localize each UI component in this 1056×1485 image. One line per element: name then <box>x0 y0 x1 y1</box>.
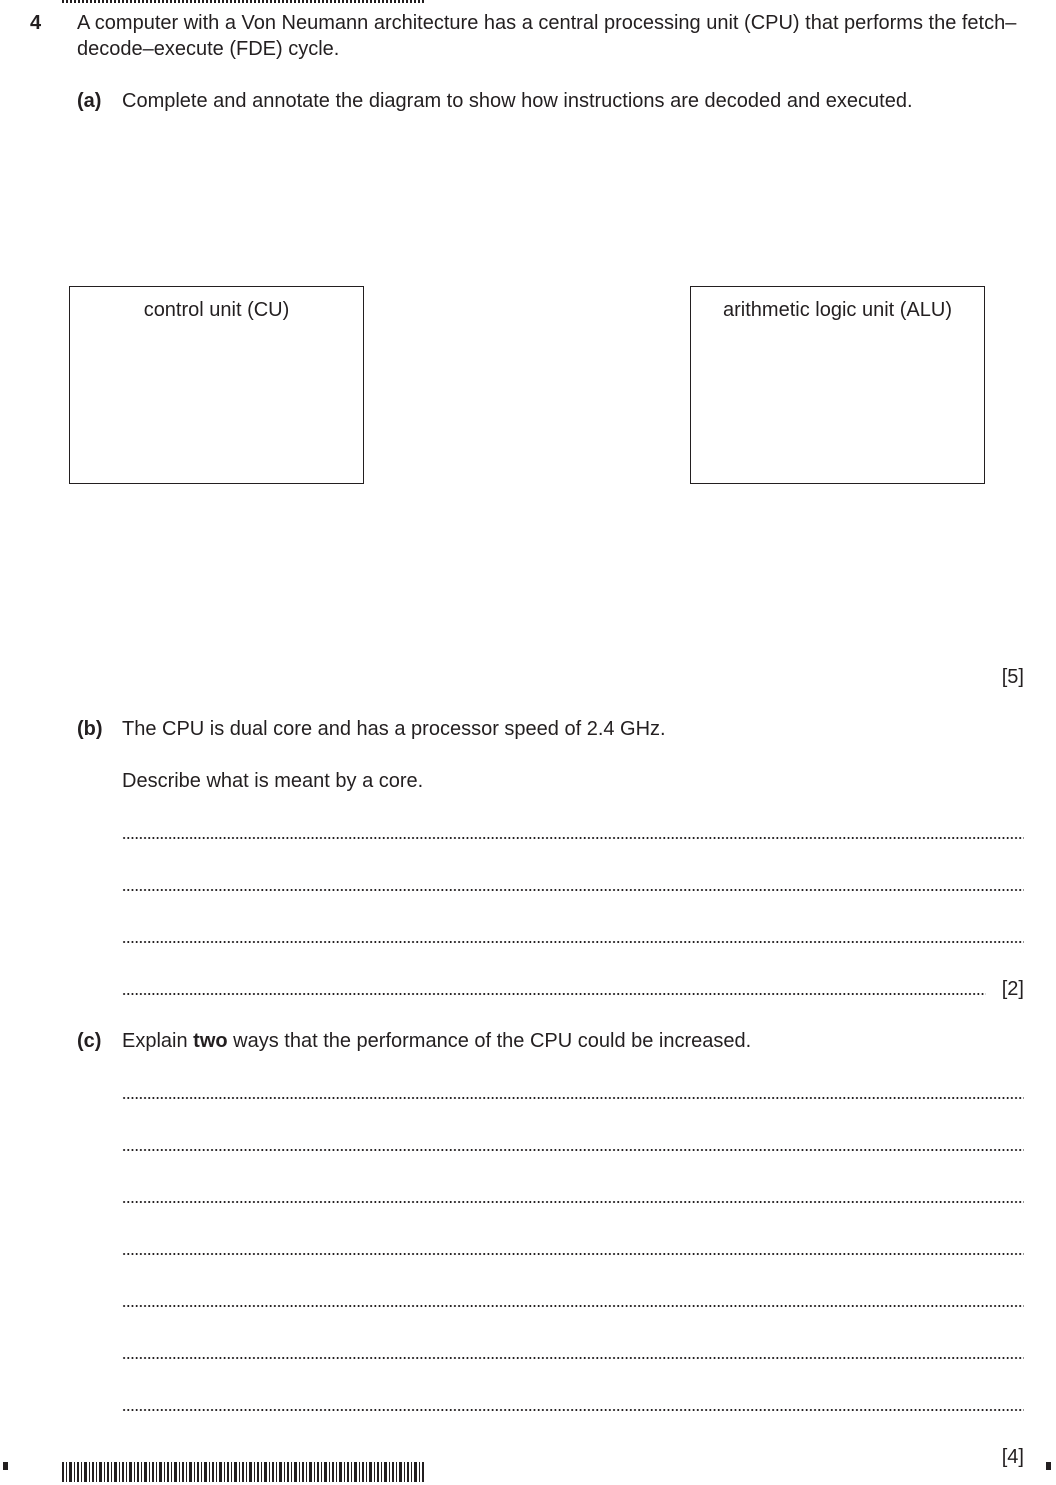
answer-line[interactable] <box>122 1356 1024 1360</box>
answer-line[interactable] <box>122 1304 1024 1308</box>
answer-line[interactable] <box>122 1252 1024 1256</box>
question-number: 4 <box>30 12 42 34</box>
control-unit-box[interactable] <box>69 286 364 484</box>
barcode <box>62 1462 424 1482</box>
control-unit-label: control unit (CU) <box>143 299 290 321</box>
part-b-text: The CPU is dual core and has a processor speed of 2.4 GHz. <box>122 718 666 740</box>
answer-line[interactable] <box>122 836 1024 840</box>
registration-mark-right <box>1046 1462 1051 1470</box>
answer-line[interactable] <box>122 888 1024 892</box>
answer-line[interactable] <box>122 940 1024 944</box>
part-c-marks: [4] <box>1001 1446 1024 1468</box>
part-a-text: Complete and annotate the diagram to show how instructions are decoded and executed. <box>122 90 913 112</box>
answer-line[interactable] <box>122 1096 1024 1100</box>
part-c-text <box>122 1028 1027 1054</box>
alu-label: arithmetic logic unit (ALU) <box>723 299 952 321</box>
part-c-emphasis: two <box>193 1030 228 1052</box>
part-b-marks: [2] <box>1001 978 1024 1000</box>
part-c-text-end: ways that the performance of the CPU could be increased. <box>227 1030 752 1052</box>
part-c-label: (c) <box>77 1030 102 1052</box>
header-barcode-strip <box>62 0 424 3</box>
question-stem: A computer with a Von Neumann architecture has a central processing unit (CPU) that performs the fetch–decode–execute (FDE) cycle. <box>77 12 1017 60</box>
part-a-marks: [5] <box>1001 666 1024 688</box>
part-b-label: (b) <box>77 718 103 740</box>
part-a-label: (a) <box>77 90 102 112</box>
answer-line[interactable] <box>122 1200 1024 1204</box>
registration-mark-left <box>3 1462 8 1470</box>
answer-line[interactable] <box>122 992 986 996</box>
answer-line[interactable] <box>122 1148 1024 1152</box>
alu-box[interactable] <box>690 286 985 484</box>
answer-line[interactable] <box>122 1408 1024 1412</box>
part-c-text-start: Explain <box>122 1030 194 1052</box>
part-b-prompt: Describe what is meant by a core. <box>122 770 424 792</box>
